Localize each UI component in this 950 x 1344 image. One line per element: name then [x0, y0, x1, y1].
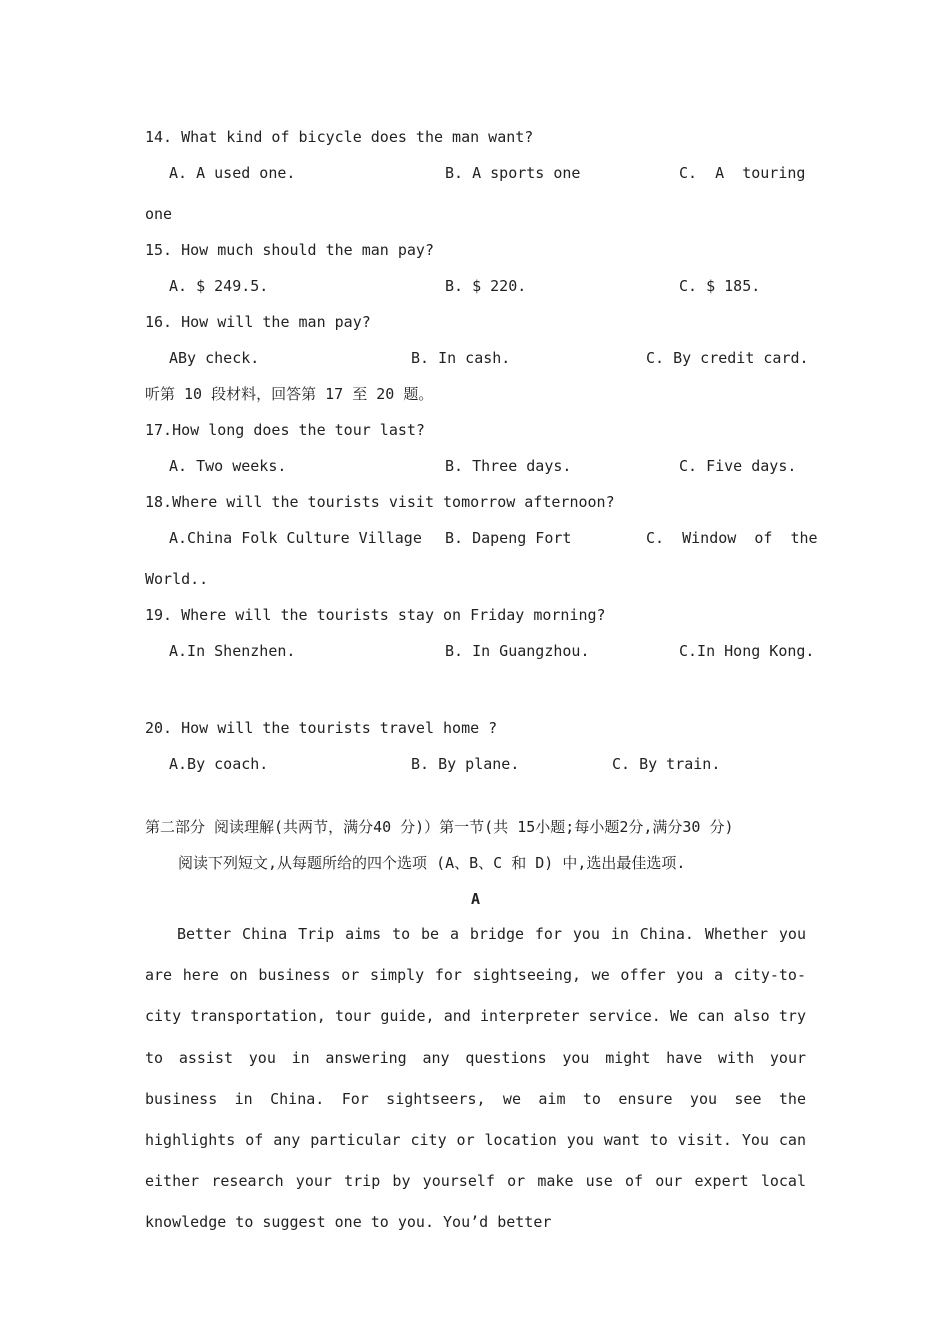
question-16-option-a: ABy check. — [169, 349, 260, 367]
question-19-option-c: C.In Hong Kong. — [679, 642, 815, 660]
question-14-option-c-wrap: one — [145, 205, 173, 223]
question-18-option-c-wrap: World.. — [145, 570, 209, 588]
question-20-option-a: A.By coach. — [169, 755, 269, 773]
passage-a-text: Better China Trip aims to be a bridge for you in China. Whether you are here on business or simply for sightseeing, we offer you a city-to-city transportation, tour guide, and interpreter service. We can also try to assist you in answering any questions you might have with your business in China. For sightseers, we aim to ensure you see the highlights of any particular city or location you want to visit. You can either research your trip by yourself or make use of our expert local knowledge to suggest one to you. You’d better — [145, 925, 806, 1232]
question-19-option-a: A.In Shenzhen. — [169, 642, 296, 660]
part-2-heading: 第二部分 阅读理解(共两节，满分40 分)）第一节(共 15小题;每小题2分,满分30 分) — [145, 818, 734, 836]
question-17-option-b: B. Three days. — [445, 457, 572, 475]
question-15-option-c: C. $ 185. — [679, 277, 761, 295]
question-19-stem: 19. Where will the tourists stay on Friday morning? — [145, 606, 606, 624]
question-14-option-c: C. A touring — [679, 164, 806, 182]
question-17-option-c: C. Five days. — [679, 457, 797, 475]
part-2-instruction: 阅读下列短文,从每题所给的四个选项 (A、B、C 和 D) 中,选出最佳选项. — [178, 854, 686, 872]
question-17-stem: 17.How long does the tour last? — [145, 421, 425, 439]
question-14-option-a: A. A used one. — [169, 164, 296, 182]
question-19-option-b: B. In Guangzhou. — [445, 642, 590, 660]
question-18-option-b: B. Dapeng Fort — [445, 529, 572, 547]
question-14-option-b: B. A sports one — [445, 164, 581, 182]
question-18-option-a: A.China Folk Culture Village — [169, 529, 422, 547]
question-17-option-a: A. Two weeks. — [169, 457, 287, 475]
question-14-stem: 14. What kind of bicycle does the man want? — [145, 128, 534, 146]
question-20-option-b: B. By plane. — [411, 755, 520, 773]
question-18-option-c: C. Window of the — [646, 529, 818, 547]
question-16-option-b: B. In cash. — [411, 349, 511, 367]
question-15-stem: 15. How much should the man pay? — [145, 241, 434, 259]
question-16-stem: 16. How will the man pay? — [145, 313, 371, 331]
section-10-instruction: 听第 10 段材料，回答第 17 至 20 题。 — [145, 385, 434, 403]
passage-label: A — [470, 890, 481, 908]
question-20-option-c: C. By train. — [612, 755, 721, 773]
question-20-stem: 20. How will the tourists travel home ? — [145, 719, 498, 737]
question-15-option-b: B. $ 220. — [445, 277, 527, 295]
question-18-stem: 18.Where will the tourists visit tomorrow afternoon? — [145, 493, 615, 511]
question-16-option-c: C. By credit card. — [646, 349, 809, 367]
question-15-option-a: A. $ 249.5. — [169, 277, 269, 295]
